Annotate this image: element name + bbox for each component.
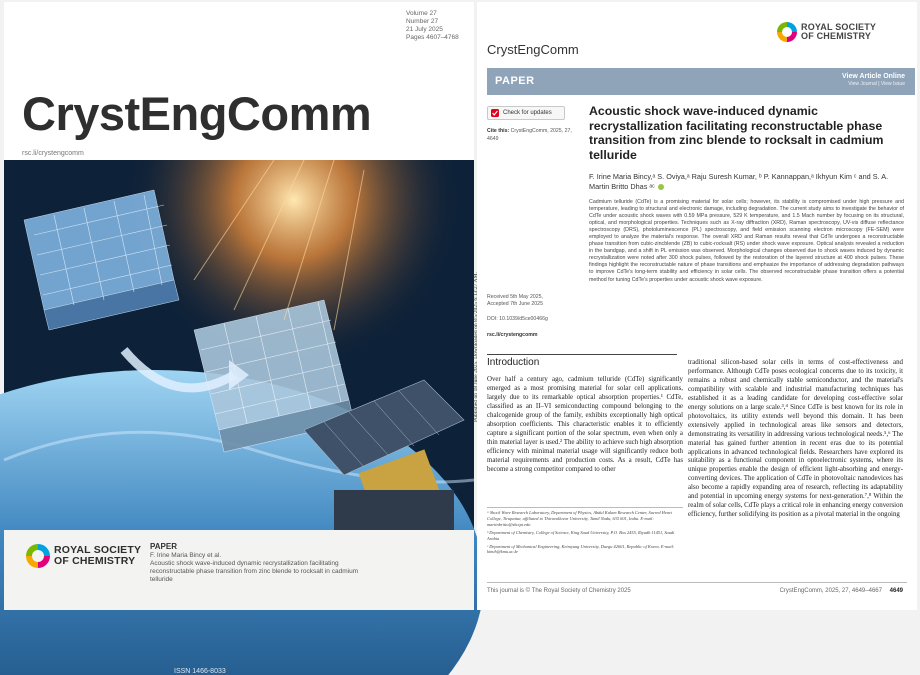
article-first-page — [473, 2, 917, 610]
orcid-icon[interactable] — [658, 184, 664, 190]
article-type-bar — [487, 68, 915, 95]
cover-paper-label: PAPER — [150, 542, 177, 551]
footer-citation — [780, 588, 903, 594]
view-journal-issue-link[interactable]: View Journal | View Issue — [848, 81, 905, 87]
article-publisher-name: ROYAL SOCIETY OF CHEMISTRY — [801, 21, 877, 41]
rsc-logo-icon — [777, 22, 797, 42]
section-divider — [487, 354, 677, 355]
cover-journal-title: CrystEngComm — [22, 87, 372, 140]
article-type-label: PAPER — [495, 75, 535, 87]
rsc-logo-icon — [26, 544, 50, 568]
cover-number: Number 27 — [406, 18, 439, 25]
introduction-heading: Introduction — [487, 357, 540, 368]
cover-publisher-logo — [26, 544, 141, 568]
cover-volume: Volume 27 — [406, 10, 437, 17]
footnote-a: ᵃ Shock Wave Research Laboratory, Department of Physics, Abdul Kalam Research Center, Sacred Heart College, Tirupattur, affiliated to Thiruvalluvar University, Tamil Nadu, 635 601, India. E-mail: martinbritto@shctpt.edu — [487, 510, 672, 527]
article-dates — [487, 294, 582, 309]
cover-featured-paper — [150, 542, 370, 584]
body-column-2: traditional silicon-based solar cells in terms of cost-effectiveness and performance. Although CdTe poses ecological concerns due to its toxicity, it remains a robust and chemically stable semiconductor, and the material's compatibility with scalable and industrial manufacturing techniques has established it as a leading candidate for developing cost-effective solar energy solutions on a large scale.³,⁴ Since CdTe is best known for its role in photovoltaics, its utility extends well beyond this domain. It has been extensively applied in technological areas like sensors and detectors, demonstrating its versatility in addressing various technological needs.⁵,⁶ The material has gained further attention in recent eras due to its potential applications in advanced technological fields. Researchers have explored its suitability as a functional component in optoelectronic systems, where its unique properties enable the design of efficient light-absorbing and energy-converting devices. The application of CdTe in photovoltaic nanodevices has also become a rapidly expanding area of research, reflecting its adaptability and potential in upcoming energy systems for next-generation.⁷,⁸ Within the realm of solar cells, CdTe plays a critical role in enhancing energy conversion efficiency, further solidifying its position as a pivotal material in the ongoing — [688, 359, 903, 519]
copyright-notice: This journal is © The Royal Society of Chemistry 2025 — [487, 588, 631, 594]
cover-issn: ISSN 1466-8033 — [174, 668, 226, 675]
accepted-date: Accepted 7th June 2025 — [487, 301, 543, 308]
check-for-updates-label: Check for updates — [503, 110, 552, 116]
page-footer — [487, 582, 907, 594]
footer-cite-text: CrystEngComm, 2025, 27, 4649–4667 — [779, 588, 882, 594]
affiliation-footnotes — [487, 507, 683, 557]
cover-issue-info — [406, 10, 459, 42]
view-article-online-link[interactable]: View Article Online — [841, 73, 905, 80]
cite-label: Cite this: — [487, 128, 510, 134]
cover-publisher-name: ROYAL SOCIETY OF CHEMISTRY — [54, 543, 142, 567]
cover-paper-title: Acoustic shock wave-induced dynamic recrystallization facilitating reconstructable phase transition from zinc blende to rocksalt in cadmium telluride — [150, 560, 359, 583]
article-doi[interactable]: DOI: 10.1039/d5ce00466g — [487, 316, 548, 322]
view-online-links — [842, 73, 905, 87]
article-publisher-logo — [777, 22, 876, 42]
download-stamp: Published on 18 June 2025. Downloaded on 8/5/2025 6:13:27 AM. — [473, 272, 479, 422]
article-journal-name: CrystEngComm — [487, 42, 579, 57]
received-date: Received 5th May 2025, — [487, 294, 543, 300]
author-list: F. Irine Maria Bincy,ᵃ S. Oviya,ᵃ Raju Suresh Kumar, ᵇ P. Kannappan,ᵃ Ikhyun Kim ᶜ and S. A. Martin Britto Dhas ᵃᶜ — [589, 172, 889, 191]
cover-url: rsc.li/crystengcomm — [22, 150, 84, 157]
footnote-b: ᵇ Department of Chemistry, College of Science, King Saud University, P.O. Box 2455, Riyadh 11451, Saudi Arabia — [487, 529, 675, 541]
cover-date: 21 July 2025 — [406, 26, 443, 33]
footnote-c: ᶜ Department of Mechanical Engineering, Keimyung University, Daegu 42601, Republic of Korea. E-mail: kimih@kmu.ac.kr — [487, 543, 675, 555]
article-authors — [589, 172, 889, 192]
cover-pages: Pages 4607–4768 — [406, 34, 459, 41]
check-for-updates-button[interactable] — [487, 106, 565, 120]
body-column-1: Over half a century ago, cadmium telluride (CdTe) significantly emerged as a most promising material for solar cell applications, largely due to its remarkable optical absorption properties.¹ CdTe, classified as an II–VI semiconducting compound belonging to the chalcogenide group of the family, exhibits exceptionally high optical absorption coefficients. This characteristic enables it to efficiently capture a significant portion of the solar spectrum, even when only a thin material layer is used.² The ability to achieve such high absorption efficiency with minimal material usage will significantly reduce both material requirements and production costs. As a result, CdTe has become a strong competitor compared to other — [487, 376, 683, 473]
cite-this — [487, 128, 577, 143]
page-number: 4649 — [889, 588, 903, 594]
article-abstract: Cadmium telluride (CdTe) is a promising material for solar cells; however, its stability is compromised under high pressure and temperature, leading to structural and electronic damage, including degradation. The current study aims to investigate the behavior of CdTe under acoustic shock waves with 0.59 MPa pressure, 529 K temperature, and 1.5 Mach number by focusing on its structural, optical, and morphological properties. Techniques such as X-ray diffraction (XRD), Raman spectroscopy, UV-vis diffuse reflectance spectroscopy (DRS), photoluminescence (PL) spectroscopy, and field emission scanning electron microscopy (FE-SEM) were employed to analyze the material's response. The overall XRD and Raman results reveal that CdTe undergoes a reconstructable phase transition from cubic-zincblende (ZB) to cubic-rocksalt (RS) under shock wave exposure. Optical analysis revealed a reduction in the bandgap, and a shift in PL emission was observed. Morphological changes observed due to shock waves induced by dynamic recrystallization were noted after 300 shock pulses, followed by the restoration of the layered structure at 400 shock pulses. These findings highlight the reconstructable nature of phase transitions and emphasize the importance of addressing degradation pathways to improve CdTe's long-term stability and efficiency in solar cells. The observed reconstructable phase transition offers a potential method for tuning CdTe's properties under acoustic shock wave exposure. — [589, 199, 904, 283]
article-title: Acoustic shock wave-induced dynamic recrystallization facilitating reconstructable phase transition from zinc blende to rocksalt in cadmium telluride — [589, 104, 884, 162]
cover-footer — [4, 530, 474, 610]
check-updates-icon — [491, 109, 499, 117]
cover-paper-authors: F. Irine Maria Bincy et al. — [150, 552, 222, 559]
cite-text: CrystEngComm, 2025, 27, 4649 — [487, 128, 572, 142]
journal-site-link[interactable]: rsc.li/crystengcomm — [487, 332, 538, 338]
